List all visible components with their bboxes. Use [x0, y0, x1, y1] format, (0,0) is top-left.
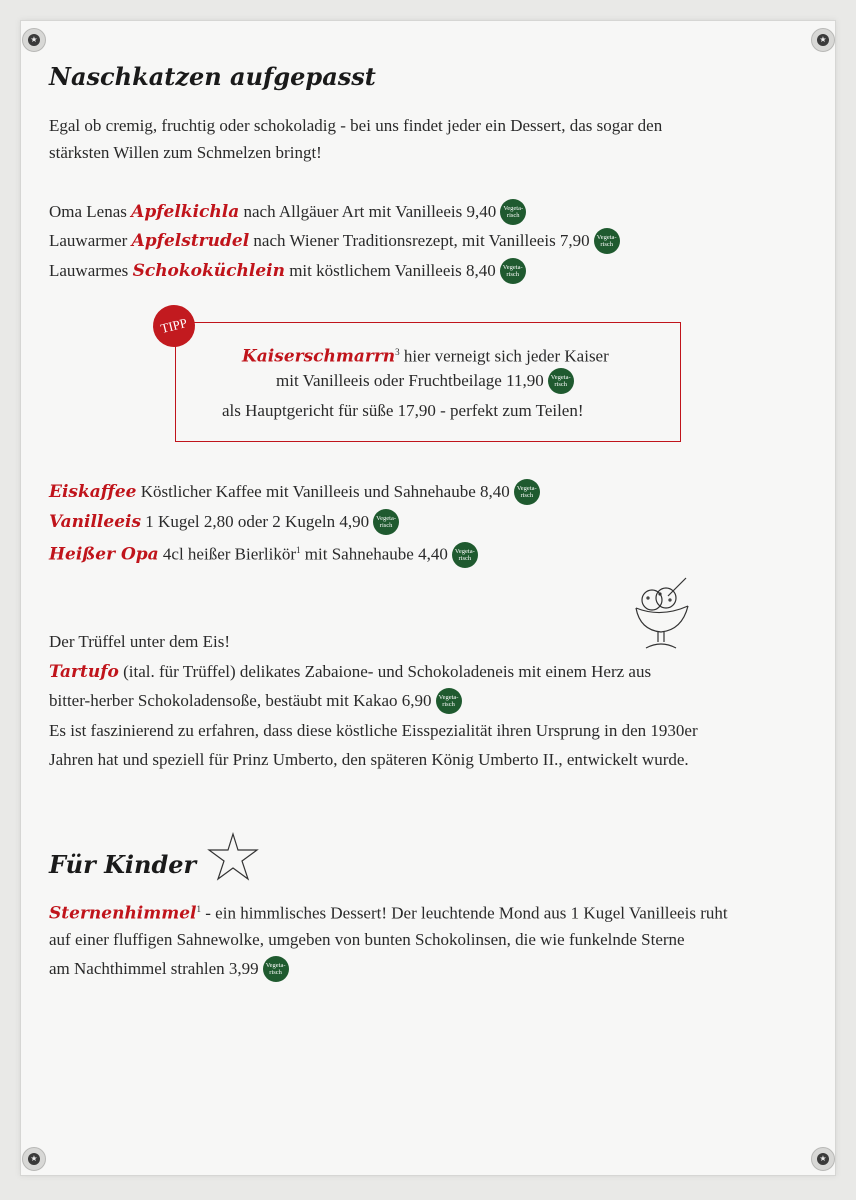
- corner-pin-icon: ★: [811, 28, 835, 52]
- ice-name: Heißer Opa: [49, 544, 159, 565]
- dessert-name: Apfelstrudel: [131, 231, 250, 251]
- tartufo-line: Jahren hat und speziell für Prinz Umberto, den späteren König Umberto II., entwickelt wurde.: [49, 750, 689, 769]
- dessert-desc: nach Allgäuer Art mit Vanilleeis 9,40: [239, 202, 497, 221]
- dessert-desc: nach Wiener Traditionsrezept, mit Vanilleeis 7,90: [249, 231, 590, 250]
- dessert-prefix: Oma Lenas: [49, 202, 132, 221]
- kids-line: Sternenhimmel$^1$ - ein himmlisches Dessert! Der leuchtende Mond aus 1 Kugel Vanilleeis ruht: [49, 903, 728, 924]
- vegetarian-badge-icon: Vegeta- risch: [500, 199, 526, 225]
- tipp-line: mit Vanilleeis oder Fruchtbeilage 11,90 Vegeta- risch: [276, 366, 574, 395]
- vegetarian-badge-icon: Vegeta- risch: [263, 956, 289, 982]
- tipp-line: als Hauptgericht für süße 17,90 - perfekt zum Teilen!: [222, 401, 584, 420]
- vegetarian-badge-icon: Vegeta- risch: [436, 688, 462, 714]
- page-title: Naschkatzen aufgepasst: [49, 62, 376, 91]
- vegetarian-badge-icon: Vegeta- risch: [548, 368, 574, 394]
- tartufo-line: bitter-herber Schokoladensoße, bestäubt mit Kakao 6,90 Vegeta- risch: [49, 686, 462, 715]
- vegetarian-badge-icon: Vegeta- risch: [452, 542, 478, 568]
- intro-line: stärksten Willen zum Schmelzen bringt!: [49, 143, 322, 162]
- dessert-item: [49, 226, 620, 256]
- dessert-item: [49, 197, 526, 227]
- tipp-badge: TIPP: [149, 301, 200, 352]
- dessert-item: [49, 256, 526, 286]
- dessert-prefix: Lauwarmes: [49, 261, 133, 280]
- kids-line: auf einer fluffigen Sahnewolke, umgeben von bunten Schokolinsen, die wie funkelnde Sterne: [49, 930, 685, 949]
- kids-dessert-name: Sternenhimmel: [49, 903, 197, 924]
- vegetarian-badge-icon: Vegeta- risch: [373, 509, 399, 535]
- tartufo-name: Tartufo: [49, 662, 119, 682]
- ice-item: Vanilleeis 1 Kugel 2,80 oder 2 Kugeln 4,90 Vegeta- risch: [49, 507, 399, 537]
- dessert-prefix: Lauwarmer: [49, 231, 132, 250]
- dessert-name: Apfelkichla: [131, 202, 240, 222]
- menu-page: [20, 20, 836, 1176]
- ice-cream-cup-icon: [630, 574, 692, 652]
- vegetarian-badge-icon: Vegeta- risch: [594, 228, 620, 254]
- ice-item: Heißer Opa 4cl heißer Bierlikör$^1$ mit Sahnehaube 4,40 Vegeta- risch: [49, 536, 478, 570]
- corner-pin-icon: ★: [22, 1147, 46, 1171]
- corner-pin-icon: ★: [811, 1147, 835, 1171]
- star-icon: [205, 832, 261, 882]
- ice-name: Vanilleeis: [49, 512, 142, 532]
- section-title: Für Kinder: [49, 850, 197, 879]
- ice-item: Eiskaffee Köstlicher Kaffee mit Vanilleeis und Sahnehaube 8,40 Vegeta- risch: [49, 477, 540, 507]
- vegetarian-badge-icon: Vegeta- risch: [500, 258, 526, 284]
- intro-line: Egal ob cremig, fruchtig oder schokoladig - bei uns findet jeder ein Dessert, das sogar den: [49, 116, 663, 135]
- tartufo-line: Es ist faszinierend zu erfahren, dass diese köstliche Eisspezialität ihren Ursprung in den 1930er: [49, 721, 698, 740]
- tipp-line: Kaiserschmarrn$^3$ hier verneigt sich jeder Kaiser: [242, 346, 609, 367]
- dessert-desc: mit köstlichem Vanilleeis 8,40: [284, 261, 496, 280]
- ice-name: Eiskaffee: [49, 482, 137, 502]
- tartufo-heading: Der Trüffel unter dem Eis!: [49, 632, 230, 651]
- corner-pin-icon: ★: [22, 28, 46, 52]
- kids-line: am Nachthimmel strahlen 3,99 Vegeta- risch: [49, 954, 289, 983]
- tartufo-line: Tartufo (ital. für Trüffel) delikates Zabaione- und Schokoladeneis mit einem Herz aus: [49, 662, 652, 682]
- vegetarian-badge-icon: Vegeta- risch: [514, 479, 540, 505]
- tipp-name: Kaiserschmarrn: [242, 346, 396, 367]
- dessert-name: Schokoküchlein: [132, 261, 285, 281]
